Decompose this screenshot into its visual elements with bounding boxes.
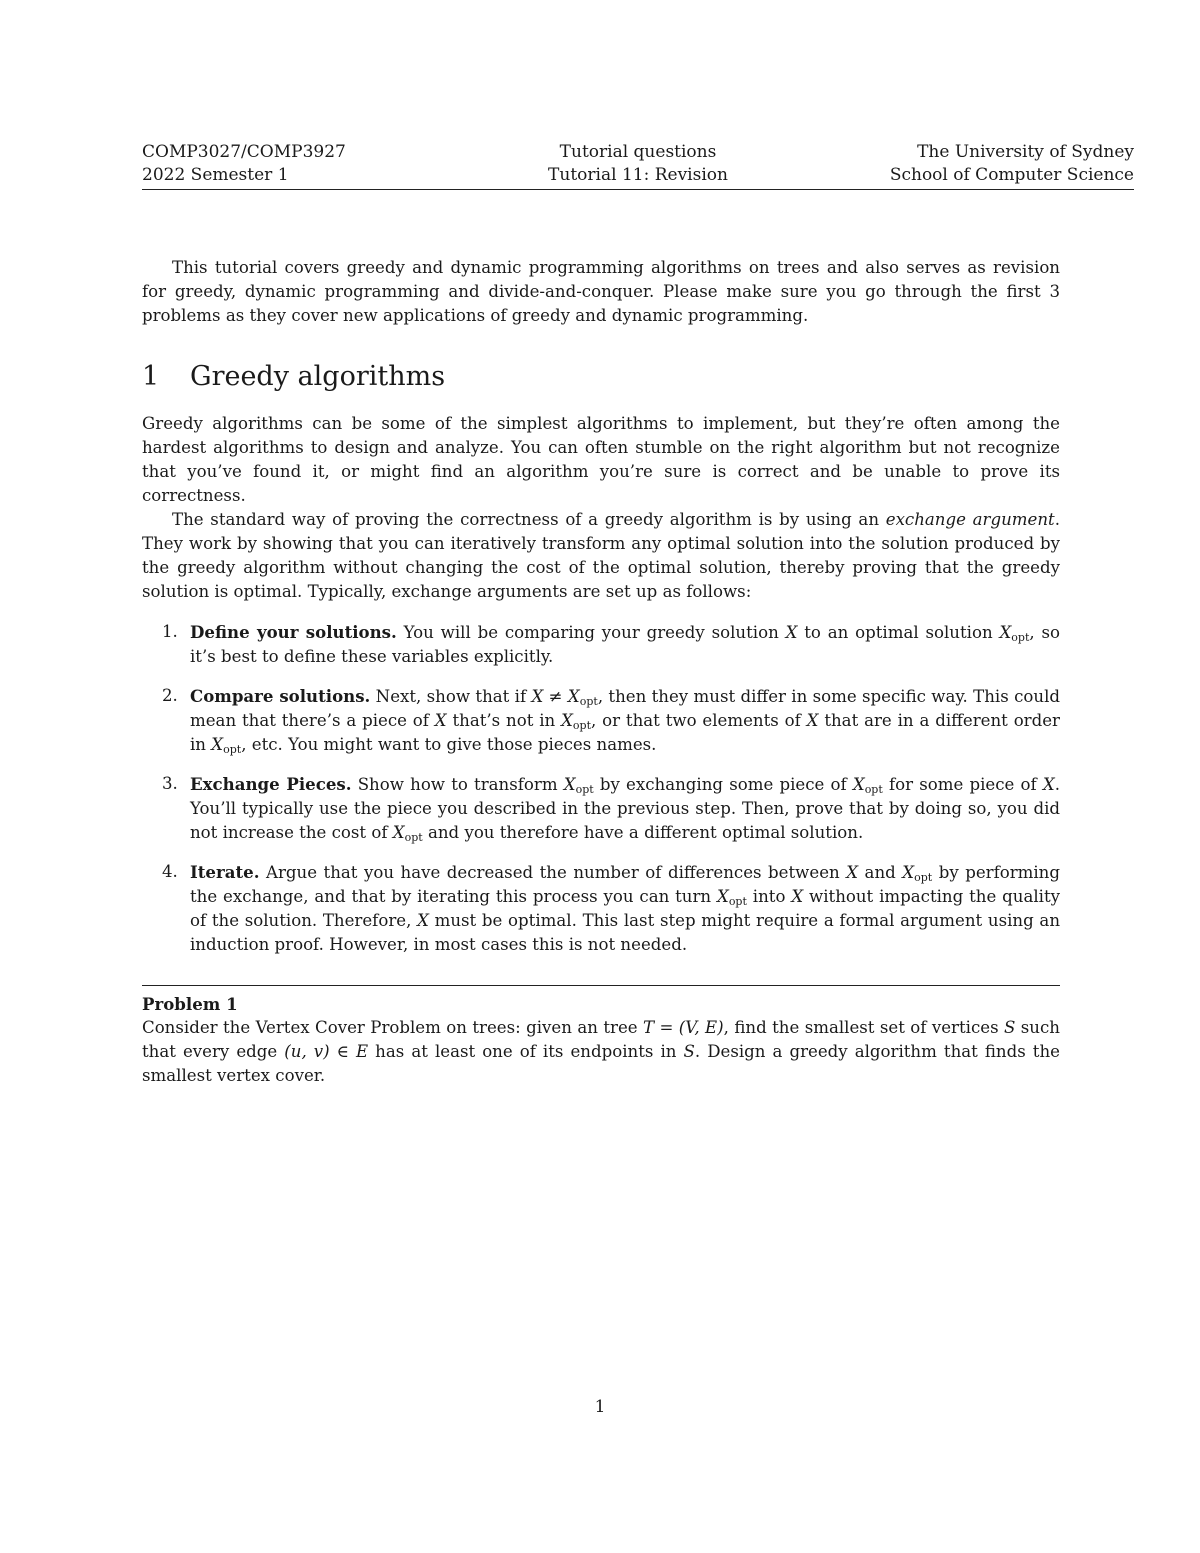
header-university: The University of Sydney — [917, 142, 1134, 162]
list-item: 1. Define your solutions. You will be comparing your greedy solution X to an optimal solution $X_{opt}$, so it’s best to define these variables explicitly. — [162, 622, 1060, 666]
page-content — [142, 256, 1060, 1088]
list-item: 3. Exchange Pieces. Show how to transform $X_{opt}$ by exchanging some piece of $X_{opt}$ for some piece of X. You’ll typically use the piece you described in the previous step. Then, prove that by doing so, you did not increase the cost of $X_{opt}$ and you therefore have a different optimal solution. — [162, 774, 1060, 844]
header-doc-type: Tutorial questions — [559, 142, 717, 162]
list-item: 4. Iterate. Argue that you have decreased the number of differences between X and $X_{opt}$ by performing the exchange, and that by iterating this process you can turn $X_{opt}$ into X without impacting the quality of the solution. Therefore, X must be optimal. This last step might require a formal argument using an induction proof. However, in most cases this is not needed. — [162, 862, 1061, 954]
section-heading — [142, 362, 1060, 392]
header-course: COMP3027/COMP3927 — [142, 142, 346, 162]
emph-exchange-argument: exchange argument — [885, 510, 1055, 529]
header-rule — [142, 189, 1134, 190]
section-title: Greedy algorithms — [190, 361, 446, 392]
problem-statement: Consider the Vertex Cover Problem on trees: given an tree T = (V, E), find the smallest set of vertices S such that every edge (u, v) ∈ E has at least one of its endpoints in S. Design a greedy algorithm that finds the smallest vertex cover. — [142, 1018, 1060, 1085]
list-item: 2. Compare solutions. Next, show that if $X \ne X_{opt}$, then they must differ in some specific way. This could mean that there’s a piece of X that’s not in $X_{opt}$, or that two elements of X that are in a different order in $X_{opt}$, etc. You might want to give those pieces names. — [162, 686, 1060, 756]
exchange-steps-list — [142, 620, 1060, 957]
intro-paragraph: This tutorial covers greedy and dynamic programming algorithms on trees and also serves as revision for greedy, dynamic programming and divide-and-conquer. Please make sure you go through the first 3 problems as they cover new applications of greedy and dynamic programming. — [142, 258, 1060, 325]
header-school: School of Computer Science — [889, 165, 1134, 185]
section-number: 1 — [142, 361, 160, 392]
header-tutorial-title: Tutorial 11: Revision — [548, 165, 728, 185]
page-number: 1 — [594, 1397, 606, 1417]
problem-title: Problem 1 — [142, 994, 238, 1014]
greedy-paragraph-2: The standard way of proving the correctness of a greedy algorithm is by using an exchange argument. They work by showing that you can iteratively transform any optimal solution into the solution produced by the greedy algorithm without changing the cost of the optimal solution, thereby proving that the greedy solution is optimal. Typically, exchange arguments are set up as follows: — [142, 510, 1060, 601]
page-header — [142, 141, 1134, 190]
header-semester: 2022 Semester 1 — [142, 165, 289, 185]
problem-1-box — [142, 985, 1060, 1088]
greedy-paragraph-1: Greedy algorithms can be some of the simplest algorithms to implement, but they’re often among the hardest algorithms to design and analyze. You can often stumble on the right algorithm but not recognize that you’ve found it, or might find an algorithm you’re sure is correct and be unable to prove its correctness. — [142, 414, 1060, 505]
